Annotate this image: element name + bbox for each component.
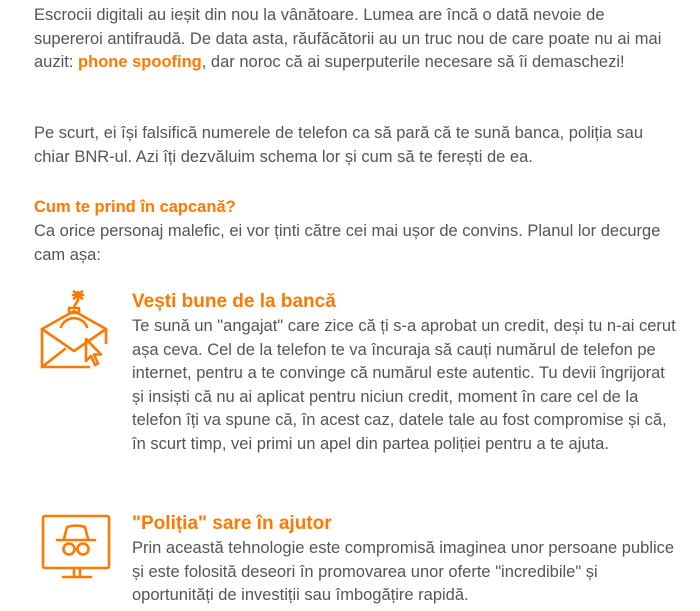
- feature-content: [132, 289, 680, 457]
- feature-text: Te sună un "angajat" care zice că ți s-a aprobat un credit, deși tu n-ai cerut așa ceva. Cel de la telefon te va încuraja să cauți numărul de telefon pe internet, pentru a te convinge că numărul este autentic. Tu devii îngrijorat și insiști că nu ai aplicat pentru niciun credit, moment în care cel de la telefon îți va spune că, în acest caz, datele tale au fost compromise și că, în scurt timp, vei primi un apel din partea poliției pentru a te ajuta.: [132, 317, 676, 453]
- feature-title: "Poliția" sare în ajutor: [132, 513, 332, 534]
- envelope-bomb-cursor-icon: [34, 289, 118, 380]
- intro-paragraph: [34, 4, 674, 75]
- feature-title: Vești bune de la bancă: [132, 291, 336, 312]
- feature-police-help: [34, 511, 684, 611]
- phone-spoofing-highlight: phone spoofing: [78, 53, 202, 72]
- feature-content: [132, 511, 680, 608]
- feature-text: Prin această tehnologie este compromisă imaginea unor persoane publice și este folosită deseori în promovarea unor oferte "incredibile" și oportunități de investiții sau îmbogățire rapidă.: [132, 539, 675, 605]
- section-title: Cum te prind în capcană?: [34, 198, 236, 216]
- summary-paragraph: Pe scurt, ei își falsifică numerele de telefon ca să pară că te sună banca, poliția sau chiar BNR-ul. Azi îți dezvăluim schema lor și cum să te ferești de ea.: [34, 124, 644, 166]
- intro-text-2: , dar noroc că ai superputerile necesare să îi demaschezi!: [201, 53, 625, 72]
- section-text: Ca orice personaj malefic, ei vor ținti către cei mai ușor de convins. Planul lor decurge cam așa:: [34, 222, 661, 264]
- intro-text-1: Escrocii digitali au ieșit din nou la vânătoare. Lumea are încă o dată nevoie de supereroi antifraudă. De data asta, răufăcătorii au un truc nou de care poate nu ai mai auzit:: [34, 6, 662, 72]
- feature-bank-news: [34, 289, 684, 489]
- spy-monitor-icon: [34, 511, 118, 598]
